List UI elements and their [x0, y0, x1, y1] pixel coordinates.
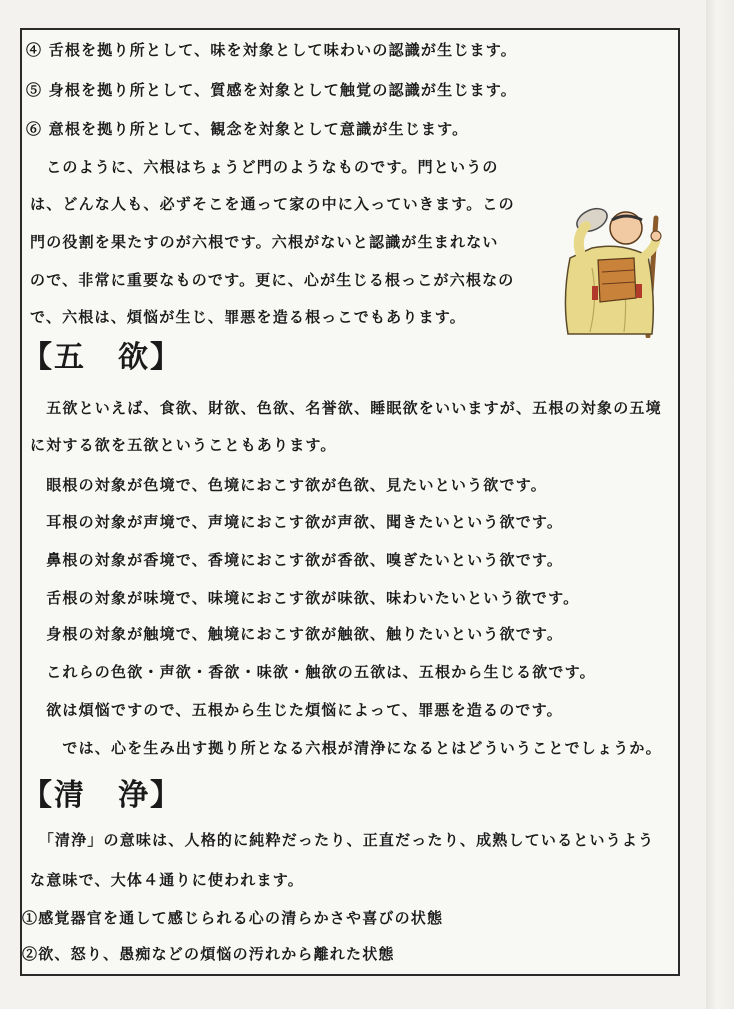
text-line: ⑤ 身根を拠り所として、質感を対象として触覚の認識が生じます。: [26, 81, 517, 99]
list-item: ①感覚器官を通して感じられる心の清らかさや喜びの状態: [22, 909, 444, 927]
section-heading-shoujou: 【清 浄】: [22, 778, 182, 813]
text-line: 耳根の対象が声境で、声境におこす欲が声欲、聞きたいという欲です。: [30, 513, 564, 531]
text-frame: [20, 28, 680, 976]
text-line: これらの色欲・声欲・香欲・味欲・触欲の五欲は、五根から生じる欲です。: [30, 663, 596, 681]
text-line: ⑥ 意根を拠り所として、観念を対象として意識が生じます。: [26, 120, 469, 138]
text-line: このように、六根はちょうど門のようなものです。門というの: [30, 158, 499, 176]
list-item: ②欲、怒り、愚痴などの煩悩の汚れから離れた状態: [22, 945, 395, 963]
text-line: で、六根は、煩悩が生じ、罪悪を造る根っこでもあります。: [30, 308, 466, 326]
page-edge-shadow: [706, 0, 734, 1009]
section-heading-goyoku: 【五 欲】: [22, 340, 182, 375]
monk-drinking-from-bowl-illustration: [552, 198, 682, 338]
text-line: 身根の対象が触境で、触境におこす欲が触欲、触りたいという欲です。: [30, 625, 564, 643]
text-line: では、心を生み出す拠り所となる六根が清浄になるとはどういうことでしょうか。: [30, 739, 662, 757]
text-line: ので、非常に重要なものです。更に、心が生じる根っこが六根なの: [30, 271, 515, 289]
text-line: 「清浄」の意味は、人格的に純粋だったり、正直だったり、成熟しているというよう: [30, 831, 655, 849]
text-line: 門の役割を果たすのが六根です。六根がないと認識が生まれない: [30, 233, 499, 251]
text-line: 五欲といえば、食欲、財欲、色欲、名誉欲、睡眠欲をいいますが、五根の対象の五境: [30, 399, 662, 417]
text-line: に対する欲を五欲ということもあります。: [30, 436, 337, 454]
text-line: 欲は煩悩ですので、五根から生じた煩悩によって、罪悪を造るのです。: [30, 701, 563, 719]
text-line: 鼻根の対象が香境で、香境におこす欲が香欲、嗅ぎたいという欲です。: [30, 551, 564, 569]
text-line: ④ 舌根を拠り所として、味を対象として味わいの認識が生じます。: [26, 41, 517, 59]
text-line: 舌根の対象が味境で、味境におこす欲が味欲、味わいたいという欲です。: [30, 589, 580, 607]
text-line: な意味で、大体４通りに使われます。: [30, 871, 304, 889]
text-line: は、どんな人も、必ずそこを通って家の中に入っていきます。この: [30, 195, 515, 213]
text-line: 眼根の対象が色境で、色境におこす欲が色欲、見たいという欲です。: [30, 476, 547, 494]
